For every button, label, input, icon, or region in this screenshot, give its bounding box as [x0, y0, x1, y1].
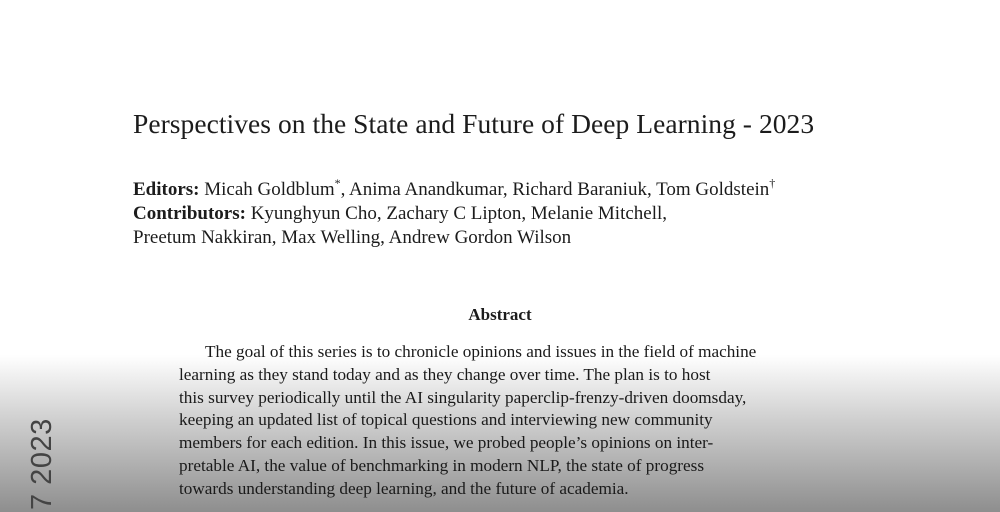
editors-names-part1: Micah Goldblum — [204, 179, 335, 200]
abstract-line: pretable AI, the value of benchmarking in modern NLP, the state of progress — [179, 455, 705, 475]
abstract-line: towards understanding deep learning, and the future of academia. — [179, 478, 629, 498]
arxiv-stamp-text: 7 2023 — [26, 418, 58, 510]
abstract-line: keeping an updated list of topical questions and interviewing new community — [179, 410, 713, 430]
arxiv-side-stamp — [22, 350, 62, 512]
contributors-names-1: Kyunghyun Cho, Zachary C Lipton, Melanie Mitchell, — [250, 203, 668, 224]
editor-footnote-mark-star: * — [334, 176, 341, 190]
abstract-body — [179, 341, 839, 501]
editors-label: Editors: — [133, 179, 200, 200]
contributors-label: Contributors: — [133, 203, 246, 224]
contributors-line-1 — [133, 202, 775, 226]
author-block — [133, 178, 775, 250]
abstract-line: The goal of this series is to chronicle opinions and issues in the field of machine — [205, 342, 757, 361]
paper-title: Perspectives on the State and Future of Deep Learning - 2023 — [133, 108, 815, 139]
abstract-line: learning as they stand today and as they change over time. The plan is to host — [179, 364, 711, 384]
abstract-line: members for each edition. In this issue, we probed people’s opinions on inter- — [179, 433, 714, 453]
contributors-line-2: Preetum Nakkiran, Max Welling, Andrew Gordon Wilson — [133, 227, 572, 248]
editors-line — [133, 178, 775, 202]
abstract-heading: Abstract — [468, 305, 532, 324]
abstract-line: this survey periodically until the AI singularity paperclip-frenzy-driven doomsday, — [179, 387, 747, 407]
editor-footnote-mark-dagger: † — [769, 176, 776, 190]
editors-names-part2: , Anima Anandkumar, Richard Baraniuk, Tom Goldstein — [340, 179, 770, 200]
